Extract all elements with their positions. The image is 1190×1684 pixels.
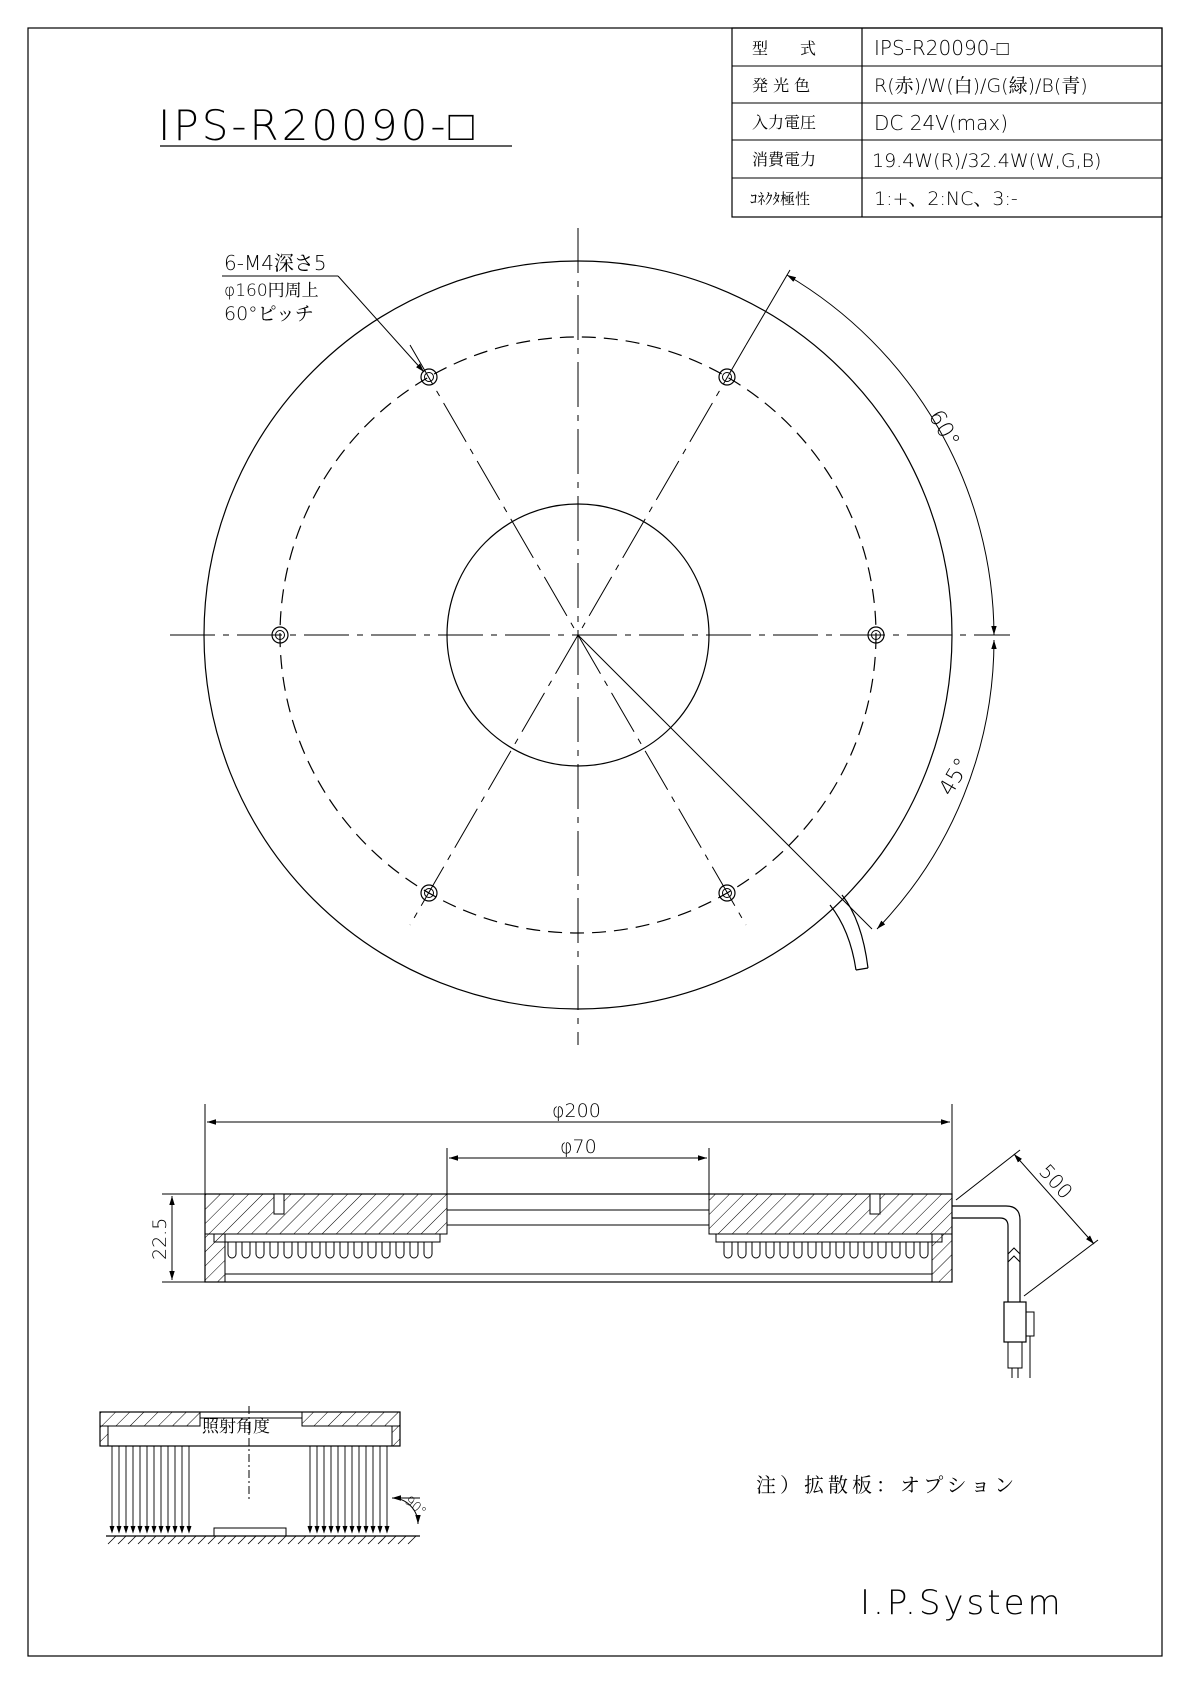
spec-table [732,28,1162,217]
svg-text:19.4W(R)/32.4W(W,G,B): 19.4W(R)/32.4W(W,G,B) [872,150,1102,172]
brand-logo: I.P.System [860,1583,1064,1623]
svg-text:発 光 色: 発 光 色 [752,76,811,95]
svg-text:入力電圧: 入力電圧 [752,113,817,132]
dim-outer-label: φ200 [552,1100,601,1122]
angle-60-arc [787,275,994,635]
svg-text:φ160円周上: φ160円周上 [224,281,319,301]
spec-row [752,36,1009,60]
svg-text:1:+、2:NC、3:-: 1:+、2:NC、3:- [874,188,1018,210]
hole-note [222,251,424,372]
irradiation-angle-label: 90° [401,1493,429,1520]
svg-text:消費電力: 消費電力 [752,150,817,169]
cable-connector [952,1206,1034,1378]
led-row-left [228,1242,432,1258]
irradiation-title: 照射角度 [202,1417,270,1437]
irradiation-view [100,1406,429,1544]
svg-text:型 式: 型 式 [752,39,817,58]
spec-row [750,188,1018,210]
spec-row [752,150,1101,172]
svg-text:IPS-R20090-□: IPS-R20090-□ [158,101,477,150]
side-view [149,1100,1098,1378]
led-row-right [724,1242,928,1258]
svg-text:DC 24V(max): DC 24V(max) [874,111,1009,135]
dim-cable-label: 500 [1034,1159,1078,1204]
spec-row [752,75,1088,97]
svg-text:IPS-R20090-□: IPS-R20090-□ [874,36,1009,60]
front-view [170,228,1010,1045]
angle-60-label: 60° [922,405,965,453]
svg-text:60°ピッチ: 60°ピッチ [224,303,314,325]
diffuser-note: 注）拡散板：オプション [756,1473,1019,1497]
dim-height-label: 22.5 [149,1217,171,1260]
svg-text:R(赤)/W(白)/G(緑)/B(青): R(赤)/W(白)/G(緑)/B(青) [874,75,1088,97]
svg-text:6-M4深さ5: 6-M4深さ5 [224,251,327,275]
angle-45-label: 45° [934,753,976,801]
model-title [158,101,512,150]
svg-text:ｺﾈｸﾀ極性: ｺﾈｸﾀ極性 [750,190,811,208]
spec-row [752,111,1008,135]
dim-inner-label: φ70 [560,1136,597,1158]
